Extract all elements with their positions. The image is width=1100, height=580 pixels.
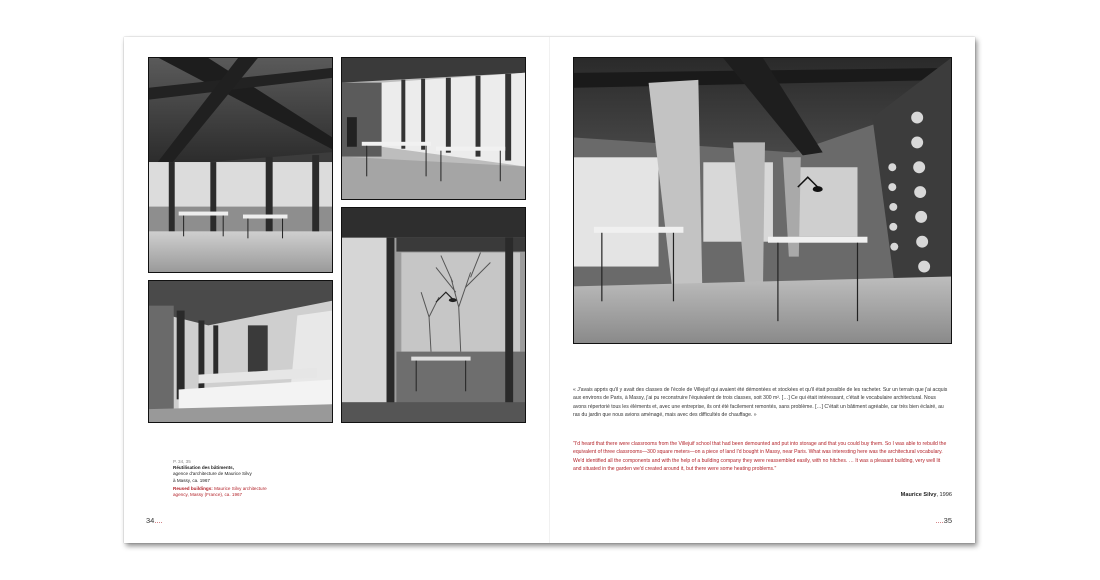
page-number-left-dots: ....	[154, 516, 163, 525]
page-number-left	[146, 516, 163, 525]
caption-en	[173, 486, 323, 498]
page-number-right-value: 35	[943, 516, 952, 525]
page-number-left-value: 34	[146, 516, 155, 525]
quote-english: "I'd heard that there were classrooms from the Villejuif school that had been demounted and put into storage and that you could buy them. So I was able to rebuild the equivalent of three classrooms—300 square meters—on a piece of land I'd bought in Massy, near Paris. What was interesting here was the architectural vocabulary. We'd identified all the components and with the help of a building company they were reassembled easily, with no hitches. … It was a pleasant building, very well lit and situated in the garden we'd created around it, but there were some heating problems."	[573, 441, 947, 472]
caption-fr-title: Réutilisation des bâtiments,	[173, 465, 235, 471]
author-name: Maurice Silvy	[900, 492, 937, 498]
caption-fr-line3: à Massy, ca. 1967	[173, 477, 210, 483]
photo-window-tree	[341, 207, 526, 423]
caption-en-line2: agency, Massy (France), ca. 1967	[173, 492, 243, 498]
photo-classroom-interior	[573, 57, 952, 344]
photo-roof-beams	[148, 57, 333, 273]
caption-fr-line2: agence d'architecture de Maurice Silvy	[173, 471, 252, 477]
caption-page-ref: P. 34, 35	[173, 459, 191, 464]
quote-french: « J'avais appris qu'il y avait des classes de l'école de Villejuif qui avaient été démontées et stockées et qu'il était possible de les racheter. Sur un terrain que j'ai acquis aux environs de Paris, à Massy, j'ai pu reconstruire l'équivalent de trois classes, soit 300 m². […] Ce qui était intéressant, c'était le vocabulaire architectural. Nous avons répertorié tous les éléments et, avec une entreprise, ils ont été facilement remontés, sans problème. […] C'était un bâtiment agréable, car très bien éclairé, au ras du jardin que nous avions aménagé, mais avec des difficultés de chauffage. »	[573, 387, 948, 418]
page-gutter	[549, 37, 550, 543]
page-number-right-dots: ....	[935, 516, 944, 525]
photo-drafting-tables	[148, 280, 333, 423]
quote-author	[901, 492, 952, 498]
caption-en-title: Reused buildings:	[173, 485, 213, 491]
caption-en-line1: Maurice Silvy architecture	[212, 485, 267, 491]
photo-caption	[173, 459, 323, 498]
author-year: , 1996	[936, 492, 952, 498]
book-spread	[124, 37, 975, 543]
photo-drafting-studio	[341, 57, 526, 200]
page-number-right	[935, 516, 952, 525]
